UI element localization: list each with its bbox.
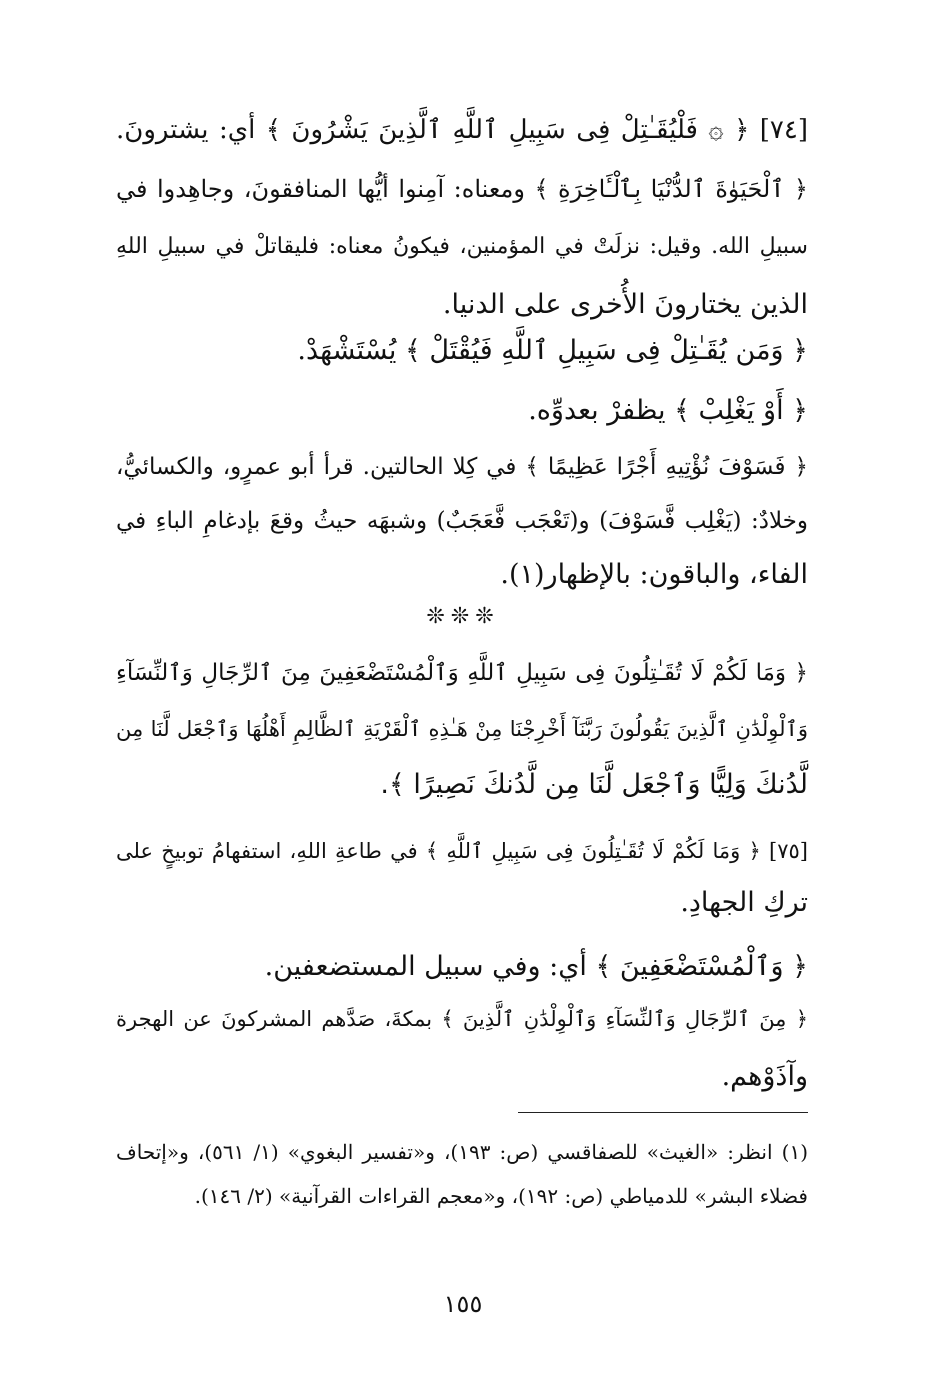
text-line: ﴿ أَوْ يَغْلِبْ ﴾ يظفرْ بعدوِّه. (528, 395, 808, 426)
text-line: الفاء، والباقون: بالإظهار(١). (500, 559, 808, 590)
text-line: ﴿ وَمَن يُقَـٰتِلْ فِى سَبِيلِ ٱللَّهِ فَيُقْتَلْ ﴾ يُسْتَشْهَدْ. (297, 335, 808, 366)
footnote-divider (518, 1112, 808, 1113)
text-line: ﴿ مِنَ ٱلرِّجَالِ وَٱلنِّسَآءِ وَٱلْوِلْدَٰنِ ٱلَّذِينَ ﴾ بمكةَ، صَدَّهم المشركونَ عن الهجرة (116, 1007, 808, 1031)
quran-verse-block (116, 658, 808, 800)
footnote-line: (١) انظر: «الغيث» للصفاقسي (ص: ١٩٣)، و«تفسير البغوي» (١/ ٥٦١)، و«إتحاف (116, 1140, 808, 1164)
verse-74-paragraph (116, 115, 808, 145)
text-line: وآذَوْهم. (721, 1061, 808, 1092)
qiraat-paragraph (116, 452, 808, 590)
text-line: تركِ الجهادِ. (680, 887, 808, 918)
quran-line: لَّدُنكَ وَلِيًّا وَٱجْعَل لَّنَا مِن لَّدُنكَ نَصِيرًا ﴾. (380, 769, 808, 800)
akhira-paragraph (116, 174, 808, 320)
text-line: ﴿ وَٱلْمُسْتَضْعَفِينَ ﴾ أي: وفي سبيل المستضعفين. (264, 951, 808, 982)
quran-line: وَٱلْوِلْدَٰنِ ٱلَّذِينَ يَقُولُونَ رَبَّنَآ أَخْرِجْنَا مِنْ هَـٰذِهِ ٱلْقَرْيَةِ ٱلظَّالِمِ أَهْلُهَا وَٱجْعَل لَّنَا مِن (116, 717, 808, 741)
verse-75-paragraph (116, 836, 808, 918)
yuqatil-paragraph (116, 336, 808, 366)
mustadafin-paragraph (116, 952, 808, 982)
footnote (116, 1140, 808, 1208)
text-line: [٧٥] ﴿ وَمَا لَكُمْ لَا تُقَـٰتِلُونَ فِى سَبِيلِ ٱللَّهِ ﴾ في طاعةِ اللهِ، استفهامُ توبيخٍ على (116, 839, 808, 863)
section-separator: ❊❊❊ (426, 604, 500, 629)
text-line: [٧٤] ﴿ ۞ فَلْيُقَـٰتِلْ فِى سَبِيلِ ٱللَّهِ ٱلَّذِينَ يَشْرُونَ ﴾ أي: يشترونَ. (116, 115, 808, 145)
text-line: ﴿ فَسَوْفَ نُؤْتِيهِ أَجْرًا عَظِيمًا ﴾ في كِلا الحالتين. قرأ أبو عمرٍو، والكسائيُّ، (116, 454, 808, 480)
text-line: الذين يختارونَ الأُخرى على الدنيا. (442, 289, 808, 320)
text-line: وخلادٌ: (يَغْلِب فَّسَوْفَ) و(تَعْجَب فَّعَجَبٌ) وشبهَه حيثُ وقعَ بإدغامِ الباءِ في (116, 508, 808, 534)
text-line: سبيلِ الله. وقيل: نزلَتْ في المؤمنين، فيكونُ معناه: فليقاتلْ في سبيلِ اللهِ (116, 234, 808, 259)
page-number: ١٥٥ (443, 1290, 483, 1318)
yaghlib-paragraph (116, 396, 808, 426)
footnote-line: فضلاء البشر» للدمياطي (ص: ١٩٢)، و«معجم القراءات القرآنية» (٢/ ١٤٦). (194, 1184, 808, 1208)
rijal-paragraph (116, 1004, 808, 1092)
text-line: ﴿ ٱلْحَيَوٰةَ ٱلدُّنْيَا بِٱلْـَٔاخِرَةِ ﴾ ومعناه: آمِنوا أيُّها المنافقونَ، وجاهِدوا في (116, 175, 808, 203)
quran-line: ﴿ وَمَا لَكُمْ لَا تُقَـٰتِلُونَ فِى سَبِيلِ ٱللَّهِ وَٱلْمُسْتَضْعَفِينَ مِنَ ٱلرِّجَالِ وَٱلنِّسَآءِ (116, 660, 808, 686)
